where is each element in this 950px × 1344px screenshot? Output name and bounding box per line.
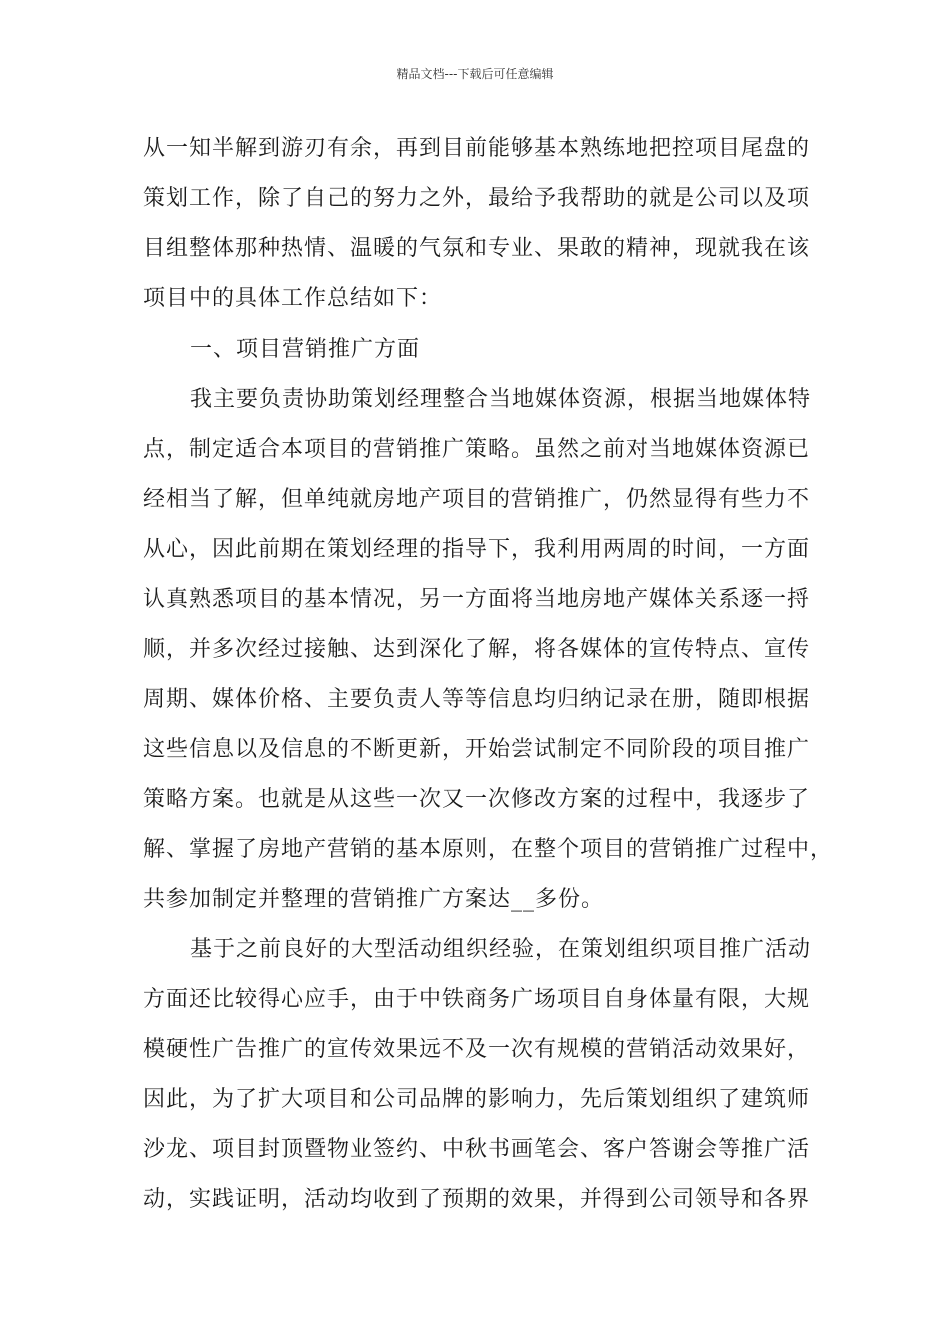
text-line: 共参加制定并整理的营销推广方案达__多份。 xyxy=(143,887,605,912)
text-line: 我主要负责协助策划经理整合当地媒体资源，根据当地媒体特 xyxy=(190,387,812,412)
text-line: 解、掌握了房地产营销的基本原则，在整个项目的营销推广过程中， xyxy=(143,837,834,862)
text-line: 策略方案。也就是从这些一次又一次修改方案的过程中，我逐步了 xyxy=(143,787,811,812)
text-line: 策划工作，除了自己的努力之外，最给予我帮助的就是公司以及项 xyxy=(143,186,811,211)
text-line: 沙龙、项目封顶暨物业签约、中秋书画笔会、客户答谢会等推广活 xyxy=(143,1137,811,1162)
text-line: 顺，并多次经过接触、达到深化了解，将各媒体的宣传特点、宣传 xyxy=(143,637,811,662)
text-line: 从心，因此前期在策划经理的指导下，我利用两周的时间，一方面 xyxy=(143,537,811,562)
text-line: 方面还比较得心应手，由于中铁商务广场项目自身体量有限，大规 xyxy=(143,987,811,1012)
page-header: 精品文档---下载后可任意编辑 xyxy=(396,67,554,81)
text-line: 基于之前良好的大型活动组织经验，在策划组织项目推广活动 xyxy=(190,937,812,962)
text-line: 点，制定适合本项目的营销推广策略。虽然之前对当地媒体资源已 xyxy=(143,437,811,462)
text-line: 模硬性广告推广的宣传效果远不及一次有规模的营销活动效果好， xyxy=(143,1037,811,1062)
text-line: 这些信息以及信息的不断更新，开始尝试制定不同阶段的项目推广 xyxy=(143,737,811,762)
text-line: 经相当了解，但单纯就房地产项目的营销推广，仍然显得有些力不 xyxy=(143,487,811,512)
text-line: 从一知半解到游刃有余，再到目前能够基本熟练地把控项目尾盘的 xyxy=(143,136,811,161)
section-heading: 一、项目营销推广方面 xyxy=(190,337,421,362)
text-line: 项目中的具体工作总结如下： xyxy=(143,286,443,311)
text-line: 动，实践证明，活动均收到了预期的效果，并得到公司领导和各界 xyxy=(143,1187,811,1212)
text-line: 目组整体那种热情、温暖的气氛和专业、果敢的精神，现就我在该 xyxy=(143,236,811,261)
text-line: 认真熟悉项目的基本情况，另一方面将当地房地产媒体关系逐一捋 xyxy=(143,587,811,612)
text-line: 因此，为了扩大项目和公司品牌的影响力，先后策划组织了建筑师 xyxy=(143,1087,811,1112)
text-line: 周期、媒体价格、主要负责人等等信息均归纳记录在册，随即根据 xyxy=(143,687,811,712)
